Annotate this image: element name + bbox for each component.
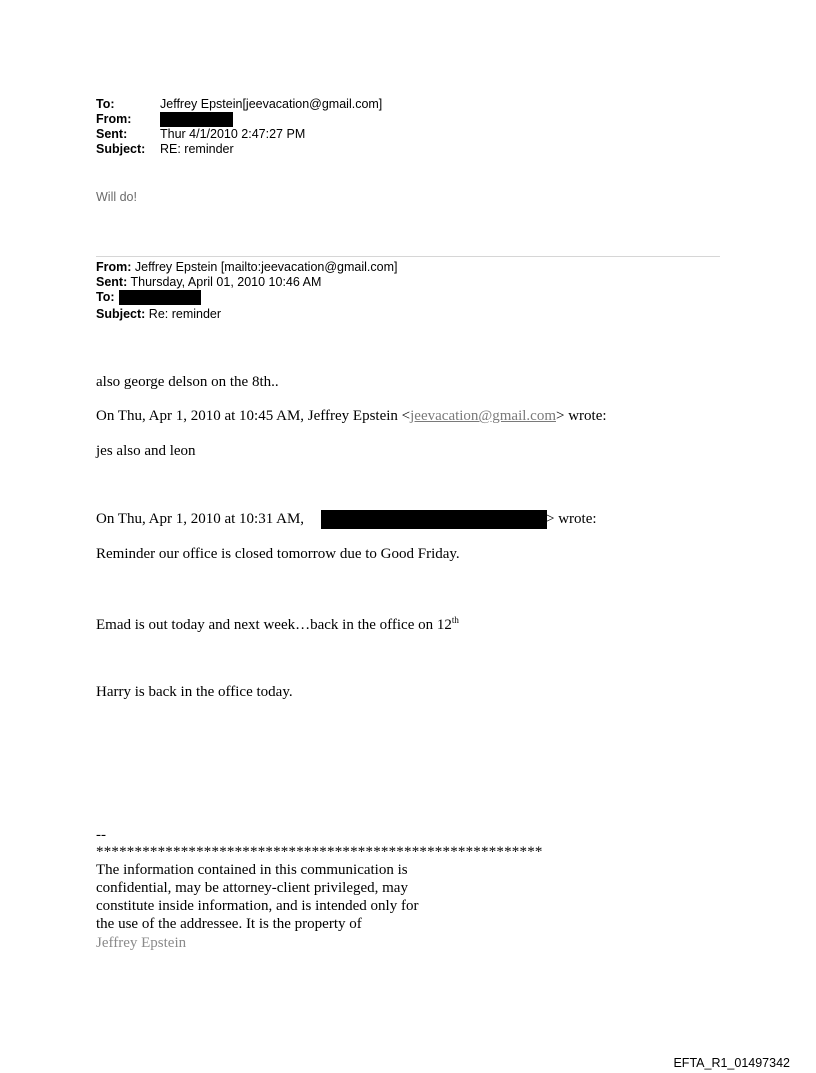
header-to-label: To: (96, 97, 115, 111)
header-subject-label: Subject: (96, 142, 146, 156)
header-from-label: From: (96, 112, 132, 126)
header-sent-value: Thur 4/1/2010 2:47:27 PM (160, 127, 306, 141)
redaction-box (119, 290, 201, 305)
signature-line-3: constitute inside information, and is intended only for (96, 898, 419, 914)
divider-line (96, 256, 720, 257)
message-line-4-superscript: th (451, 615, 459, 625)
quoted-sent-label: Sent: (96, 275, 128, 289)
attribution-line-1 (96, 408, 607, 425)
header-subject-row (96, 142, 234, 156)
signature-dashes: -- (96, 827, 106, 843)
reply-body: Will do! (96, 190, 137, 204)
header-subject-value: RE: reminder (160, 142, 234, 156)
signature-line-4: the use of the addressee. It is the property of (96, 916, 362, 932)
header-to-value: Jeffrey Epstein[jeevacation@gmail.com] (160, 97, 383, 111)
document-id: EFTA_R1_01497342 (673, 1056, 790, 1070)
message-line-3: Reminder our office is closed tomorrow due to Good Friday. (96, 546, 460, 562)
quoted-from-label: From: (96, 260, 132, 274)
quoted-sent-value: Thursday, April 01, 2010 10:46 AM (127, 275, 322, 289)
message-line-2: jes also and leon (96, 443, 196, 459)
quoted-from-row (96, 260, 397, 274)
message-line-1: also george delson on the 8th.. (96, 374, 279, 390)
message-line-4-main: Emad is out today and next week…back in the office on 12 (96, 617, 452, 633)
attribution-line-2-prefix: On Thu, Apr 1, 2010 at 10:31 AM, (96, 511, 305, 527)
signature-line-2: confidential, may be attorney-client privileged, may (96, 880, 408, 896)
signature-line-1: The information contained in this communication is (96, 862, 408, 878)
message-line-5: Harry is back in the office today. (96, 684, 293, 700)
quoted-subject-row (96, 307, 221, 321)
signature-stars: ********************************************************** (96, 844, 543, 860)
header-sent-row (96, 127, 305, 141)
attribution-1-suffix: > wrote: (555, 408, 607, 424)
redaction-box (160, 112, 233, 127)
quoted-from-value: Jeffrey Epstein [mailto:jeevacation@gmail.com] (131, 260, 398, 274)
signature-line-5: Jeffrey Epstein (96, 935, 187, 951)
email-link[interactable]: jeevacation@gmail.com (410, 408, 556, 424)
header-sent-label: Sent: (96, 127, 128, 141)
header-to-row (96, 97, 382, 111)
message-line-4 (96, 615, 459, 634)
redaction-box (321, 510, 547, 529)
quoted-subject-value: Re: reminder (145, 307, 222, 321)
quoted-to-row (96, 290, 115, 304)
quoted-subject-label: Subject: (96, 307, 146, 321)
attribution-line-2-suffix: > wrote: (546, 511, 597, 527)
header-from-row (96, 112, 160, 126)
attribution-1-prefix: On Thu, Apr 1, 2010 at 10:45 AM, Jeffrey Epstein < (96, 408, 411, 424)
quoted-to-label: To: (96, 290, 115, 304)
quoted-sent-row (96, 275, 321, 289)
